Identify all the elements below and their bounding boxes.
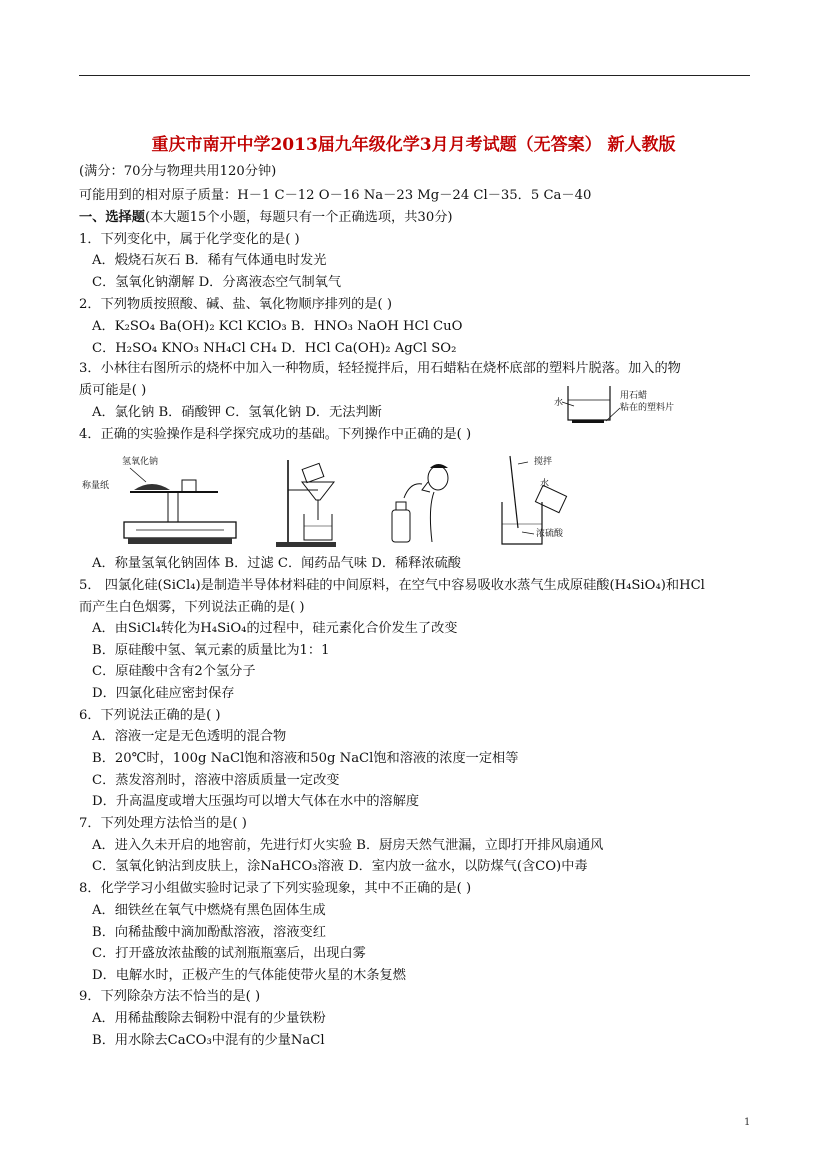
page-number: 1 [744,1117,751,1128]
q1-options-cd: C．氢氧化钠潮解 D．分离液态空气制氧气 [92,275,342,290]
q2-options-ab: A．K₂SO₄ Ba(OH)₂ KCl KClO₃ B．HNO₃ NaOH HCl CuO [92,319,463,334]
q2-stem: 2．下列物质按照酸、碱、盐、氧化物顺序排列的是( ) [79,297,392,312]
q7-options-ab: A．进入久未开启的地窖前，先进行灯火实验 B．厨房天然气泄漏，立即打开排风扇通风 [92,838,604,853]
q5-stem-line2: 而产生白色烟雾，下列说法正确的是( ) [79,600,305,615]
q5-option-a: A．由SiCl₄转化为H₄SiO₄的过程中，硅元素化合价发生了改变 [92,621,458,636]
q3-fig-label-2: 粘在的塑料片 [620,403,675,413]
q4-fig-label-water: 水 [540,479,550,489]
q6-option-c: C．蒸发溶剂时，溶液中溶质质量一定改变 [92,773,340,788]
q4-fig-label-naoh: 氢氧化钠 [122,457,159,467]
section-note: (本大题15个小题，每题只有一个正确选项，共30分) [144,210,453,225]
q6-option-a: A．溶液一定是无色透明的混合物 [92,729,287,744]
q5-option-c: C．原硅酸中含有2个氢分子 [92,664,256,679]
q4-fig-label-paper: 称量纸 [82,481,110,491]
q5-option-b: B．原硅酸中氢、氧元素的质量比为1：1 [92,643,330,658]
q8-option-b: B．向稀盐酸中滴加酚酞溶液，溶液变红 [92,925,326,940]
balance-figure [82,455,236,544]
q8-option-a: A．细铁丝在氧气中燃烧有黑色固体生成 [92,903,326,918]
filtration-figure [276,460,336,547]
q9-option-a: A．用稀盐酸除去铜粉中混有的少量铁粉 [92,1011,326,1026]
q4-fig-label-acid: 浓硫酸 [536,529,564,539]
q8-stem: 8．化学学习小组做实验时记录了下列实验现象，其中不正确的是( ) [79,881,472,896]
header-rule [79,75,750,76]
smelling-figure [392,464,448,542]
section-heading [79,210,453,226]
q1-options-ab: A．煅烧石灰石 B．稀有气体通电时发光 [92,253,327,268]
q9-option-b: B．用水除去CaCO₃中混有的少量NaCl [92,1033,325,1048]
q1-stem: 1．下列变化中，属于化学变化的是( ) [79,232,300,247]
dilution-figure [502,455,567,544]
q4-stem: 4．正确的实验操作是科学探究成功的基础。下列操作中正确的是( ) [79,427,472,442]
q6-option-b: B．20℃时，100g NaCl饱和溶液和50g NaCl饱和溶液的浓度一定相等 [92,751,519,766]
q4-fig-label-stir: 搅拌 [534,457,553,467]
q4-options: A．称量氢氧化钠固体 B．过滤 C．闻药品气味 D．稀释浓硫酸 [92,556,461,571]
q3-stem-line1: 3．小林往右图所示的烧杯中加入一种物质，轻轻搅拌后，用石蜡粘在烧杯底部的塑料片脱落。加入的物 [79,361,681,376]
q3-stem-line2: 质可能是( ) [79,383,147,398]
q7-options-cd: C．氢氧化钠沾到皮肤上，涂NaHCO₃溶液 D．室内放一盆水，以防煤气(含CO)中毒 [92,859,588,874]
document-title: 重庆市南开中学2013届九年级化学3月月考试题（无答案） 新人教版 [151,135,676,155]
q8-option-d: D．电解水时，正极产生的气体能使带火星的木条复燃 [92,968,406,983]
q6-stem: 6．下列说法正确的是( ) [79,708,221,723]
q3-beaker-figure [548,380,698,424]
atomic-masses: 可能用到的相对原子质量：H－1 C－12 O－16 Na－23 Mg－24 Cl－35．5 Ca－40 [79,188,592,203]
q3-options: A．氯化钠 B．硝酸钾 C．氢氧化钠 D．无法判断 [92,405,382,420]
q3-fig-water-label: 水 [554,398,564,408]
q4-figures [82,452,582,552]
q9-stem: 9．下列除杂方法不恰当的是( ) [79,989,261,1004]
section-label: 一、选择题 [79,210,145,225]
q6-option-d: D．升高温度或增大压强均可以增大气体在水中的溶解度 [92,794,420,809]
q5-option-d: D．四氯化硅应密封保存 [92,686,235,701]
q2-options-cd: C．H₂SO₄ KNO₃ NH₄Cl CH₄ D．HCl Ca(OH)₂ AgCl SO₂ [92,341,457,356]
exam-meta: (满分：70分与物理共用120分钟) [79,164,277,179]
q7-stem: 7．下列处理方法恰当的是( ) [79,816,247,831]
q3-fig-label-1: 用石蜡 [620,391,648,401]
q5-stem-line1: 5． 四氯化硅(SiCl₄)是制造半导体材料硅的中间原料，在空气中容易吸收水蒸气生成原硅酸(H₄SiO₄)和HCl [79,578,705,593]
q8-option-c: C．打开盛放浓盐酸的试剂瓶瓶塞后，出现白雾 [92,946,366,961]
